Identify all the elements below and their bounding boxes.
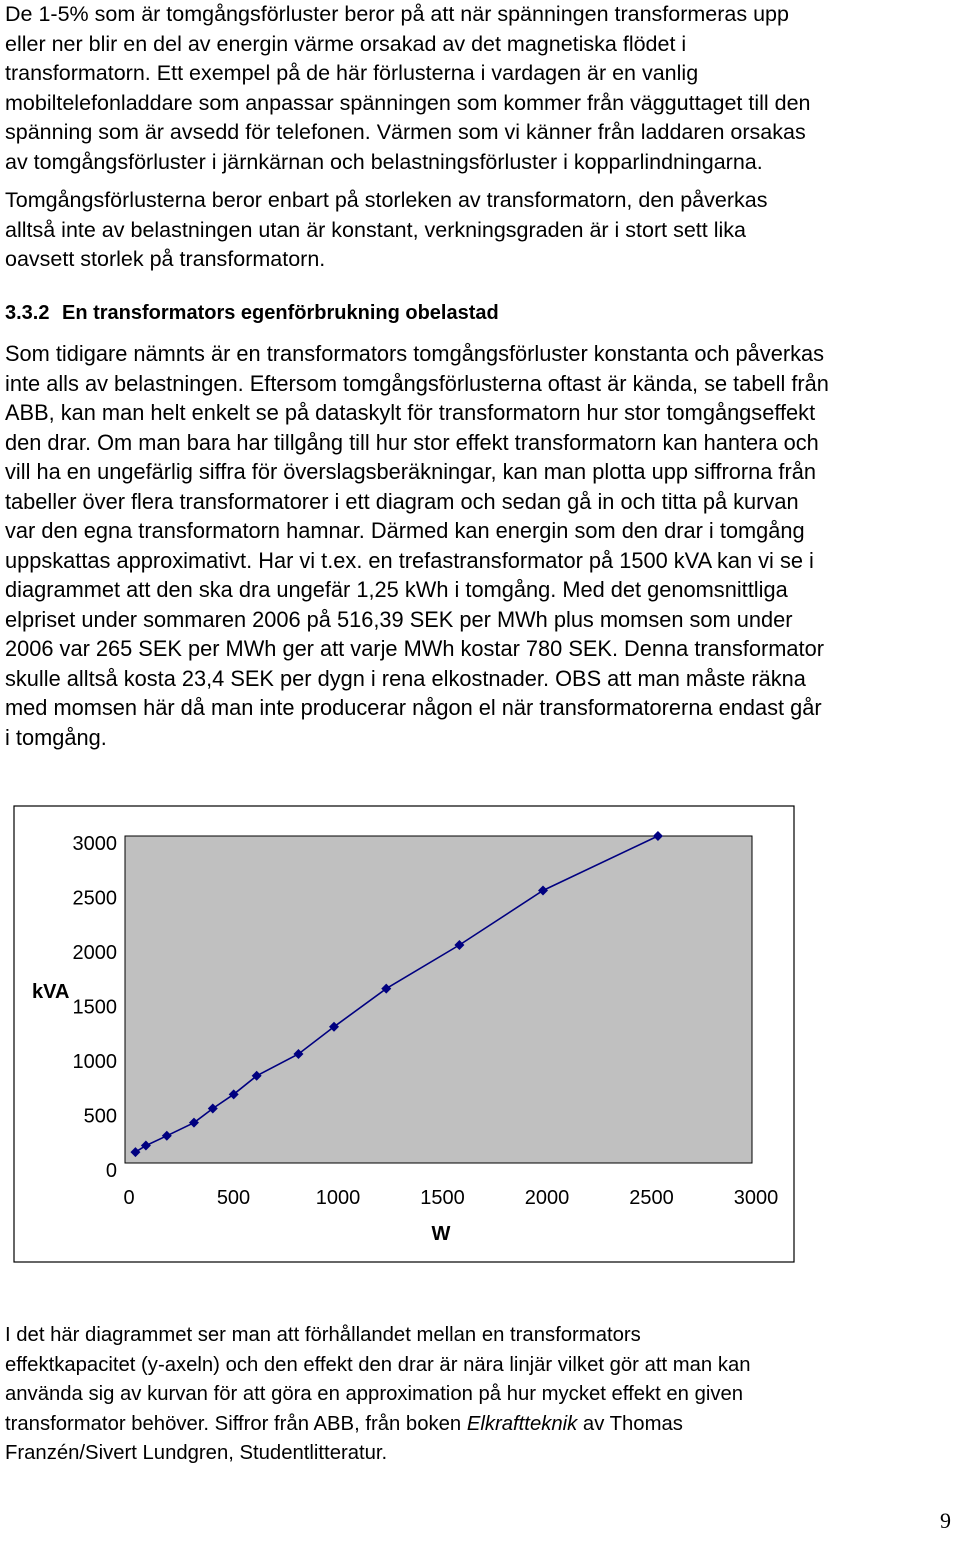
page-number: 9 bbox=[940, 1508, 951, 1533]
text-line bbox=[5, 1410, 957, 1440]
caption-text: transformator behöver. Siffror från ABB, från boken bbox=[5, 1412, 467, 1435]
x-tick-label: 1500 bbox=[420, 1187, 465, 1209]
text-line: med momsen här då man inte producerar någon el när transformatorerna endast går bbox=[5, 695, 822, 720]
text-line: effektkapacitet (y-axeln) och den effekt den drar är nära linjär vilket gör att man kan bbox=[5, 1353, 751, 1376]
section-title: En transformators egenförbrukning obelastad bbox=[62, 302, 499, 324]
text-line: vill ha en ungefärlig siffra för överslagsberäkningar, kan man plotta upp siffrorna från bbox=[5, 459, 816, 484]
text-line: alltså inte av belastningen utan är konstant, verkningsgraden är i stort sett lika bbox=[5, 217, 746, 242]
text-line: i tomgång. bbox=[5, 724, 107, 750]
x-tick-label: 500 bbox=[216, 1187, 251, 1209]
y-tick-label: 1000 bbox=[72, 1051, 117, 1073]
text-line: Tomgångsförlusterna beror enbart på storleken av transformatorn, den påverkas bbox=[5, 188, 768, 212]
intro-paragraph bbox=[5, 0, 957, 177]
y-axis-title: kVA bbox=[32, 981, 70, 1003]
text-line: var den egna transformatorn hamnar. Därmed kan energin som den drar i tomgång bbox=[5, 518, 805, 543]
x-tick-label: 0 bbox=[123, 1187, 135, 1209]
x-tick-label: 2500 bbox=[629, 1187, 674, 1209]
x-axis-title: W bbox=[431, 1223, 451, 1245]
section-heading bbox=[5, 299, 499, 327]
text-line: eller ner blir en del av energin värme orsakad av det magnetiska flödet i bbox=[5, 31, 687, 56]
text-line: skulle alltså kosta 23,4 SEK per dygn i rena elkostnader. OBS att man måste räkna bbox=[5, 665, 806, 691]
text-line: ABB, kan man helt enkelt se på dataskylt för transformatorn hur stor tomgångseffekt bbox=[5, 400, 816, 425]
x-tick-label: 2000 bbox=[524, 1187, 570, 1209]
text-line: elpriset under sommaren 2006 på 516,39 SEK per MWh plus momsen som under bbox=[5, 606, 793, 632]
text-line: av tomgångsförluster i järnkärnan och belastningsförluster i kopparlindningarna. bbox=[5, 149, 763, 174]
text-line: 2006 var 265 SEK per MWh ger att varje MWh kostar 780 SEK. Denna transformator bbox=[5, 636, 824, 661]
text-line: uppskattas approximativt. Har vi t.ex. en trefastransformator på 1500 kVA kan vi se i bbox=[5, 547, 814, 573]
text-line: inte alls av belastningen. Eftersom tomgångsförlusterna oftast är kända, se tabell från bbox=[5, 370, 829, 396]
text-line: Som tidigare nämnts är en transformators tomgångsförluster konstanta och påverkas bbox=[5, 341, 824, 366]
y-tick-label: 2000 bbox=[72, 942, 117, 964]
caption-text: av Thomas bbox=[577, 1412, 683, 1435]
text-line: mobiltelefonladdare som anpassar spänningen som kommer från vägguttaget till den bbox=[5, 90, 811, 115]
text-line: De 1-5% som är tomgångsförluster beror på att när spänningen transformeras upp bbox=[5, 2, 789, 26]
text-line: diagrammet att den ska dra ungefär 1,25 kWh i tomgång. Med det genomsnittliga bbox=[5, 577, 788, 602]
x-tick-label: 1000 bbox=[315, 1187, 361, 1209]
losses-paragraph bbox=[5, 186, 957, 275]
text-line: Franzén/Sivert Lundgren, Studentlitteratur. bbox=[5, 1442, 388, 1464]
text-line: I det här diagrammet ser man att förhållandet mellan en transformators bbox=[5, 1324, 641, 1346]
y-tick-label: 500 bbox=[83, 1105, 117, 1128]
text-line: tabeller över flera transformatorer i ett diagram och sedan gå in och titta på kurvan bbox=[5, 488, 799, 514]
text-line: spänning som är avsedd för telefonen. Värmen som vi känner från laddaren orsakas bbox=[5, 120, 806, 144]
chart-caption bbox=[5, 1321, 957, 1469]
text-line: den drar. Om man bara har tillgång till hur stor effekt transformatorn kan hantera och bbox=[5, 429, 819, 455]
body-paragraph bbox=[5, 339, 957, 752]
x-tick-label: 3000 bbox=[733, 1187, 779, 1209]
book-title: Elkraftteknik bbox=[466, 1412, 578, 1435]
y-tick-label: 0 bbox=[105, 1160, 117, 1182]
y-tick-label: 2500 bbox=[72, 887, 117, 910]
section-number: 3.3.2 bbox=[5, 302, 50, 324]
plot-area bbox=[125, 836, 752, 1163]
transformer-chart bbox=[0, 795, 960, 1275]
y-tick-label: 3000 bbox=[72, 833, 117, 855]
text-line: transformatorn. Ett exempel på de här förlusterna i vardagen är en vanlig bbox=[5, 61, 699, 85]
text-line: använda sig av kurvan för att göra en approximation på hur mycket effekt en given bbox=[5, 1383, 744, 1405]
y-tick-label: 1500 bbox=[72, 996, 117, 1019]
text-line: oavsett storlek på transformatorn. bbox=[5, 247, 326, 271]
